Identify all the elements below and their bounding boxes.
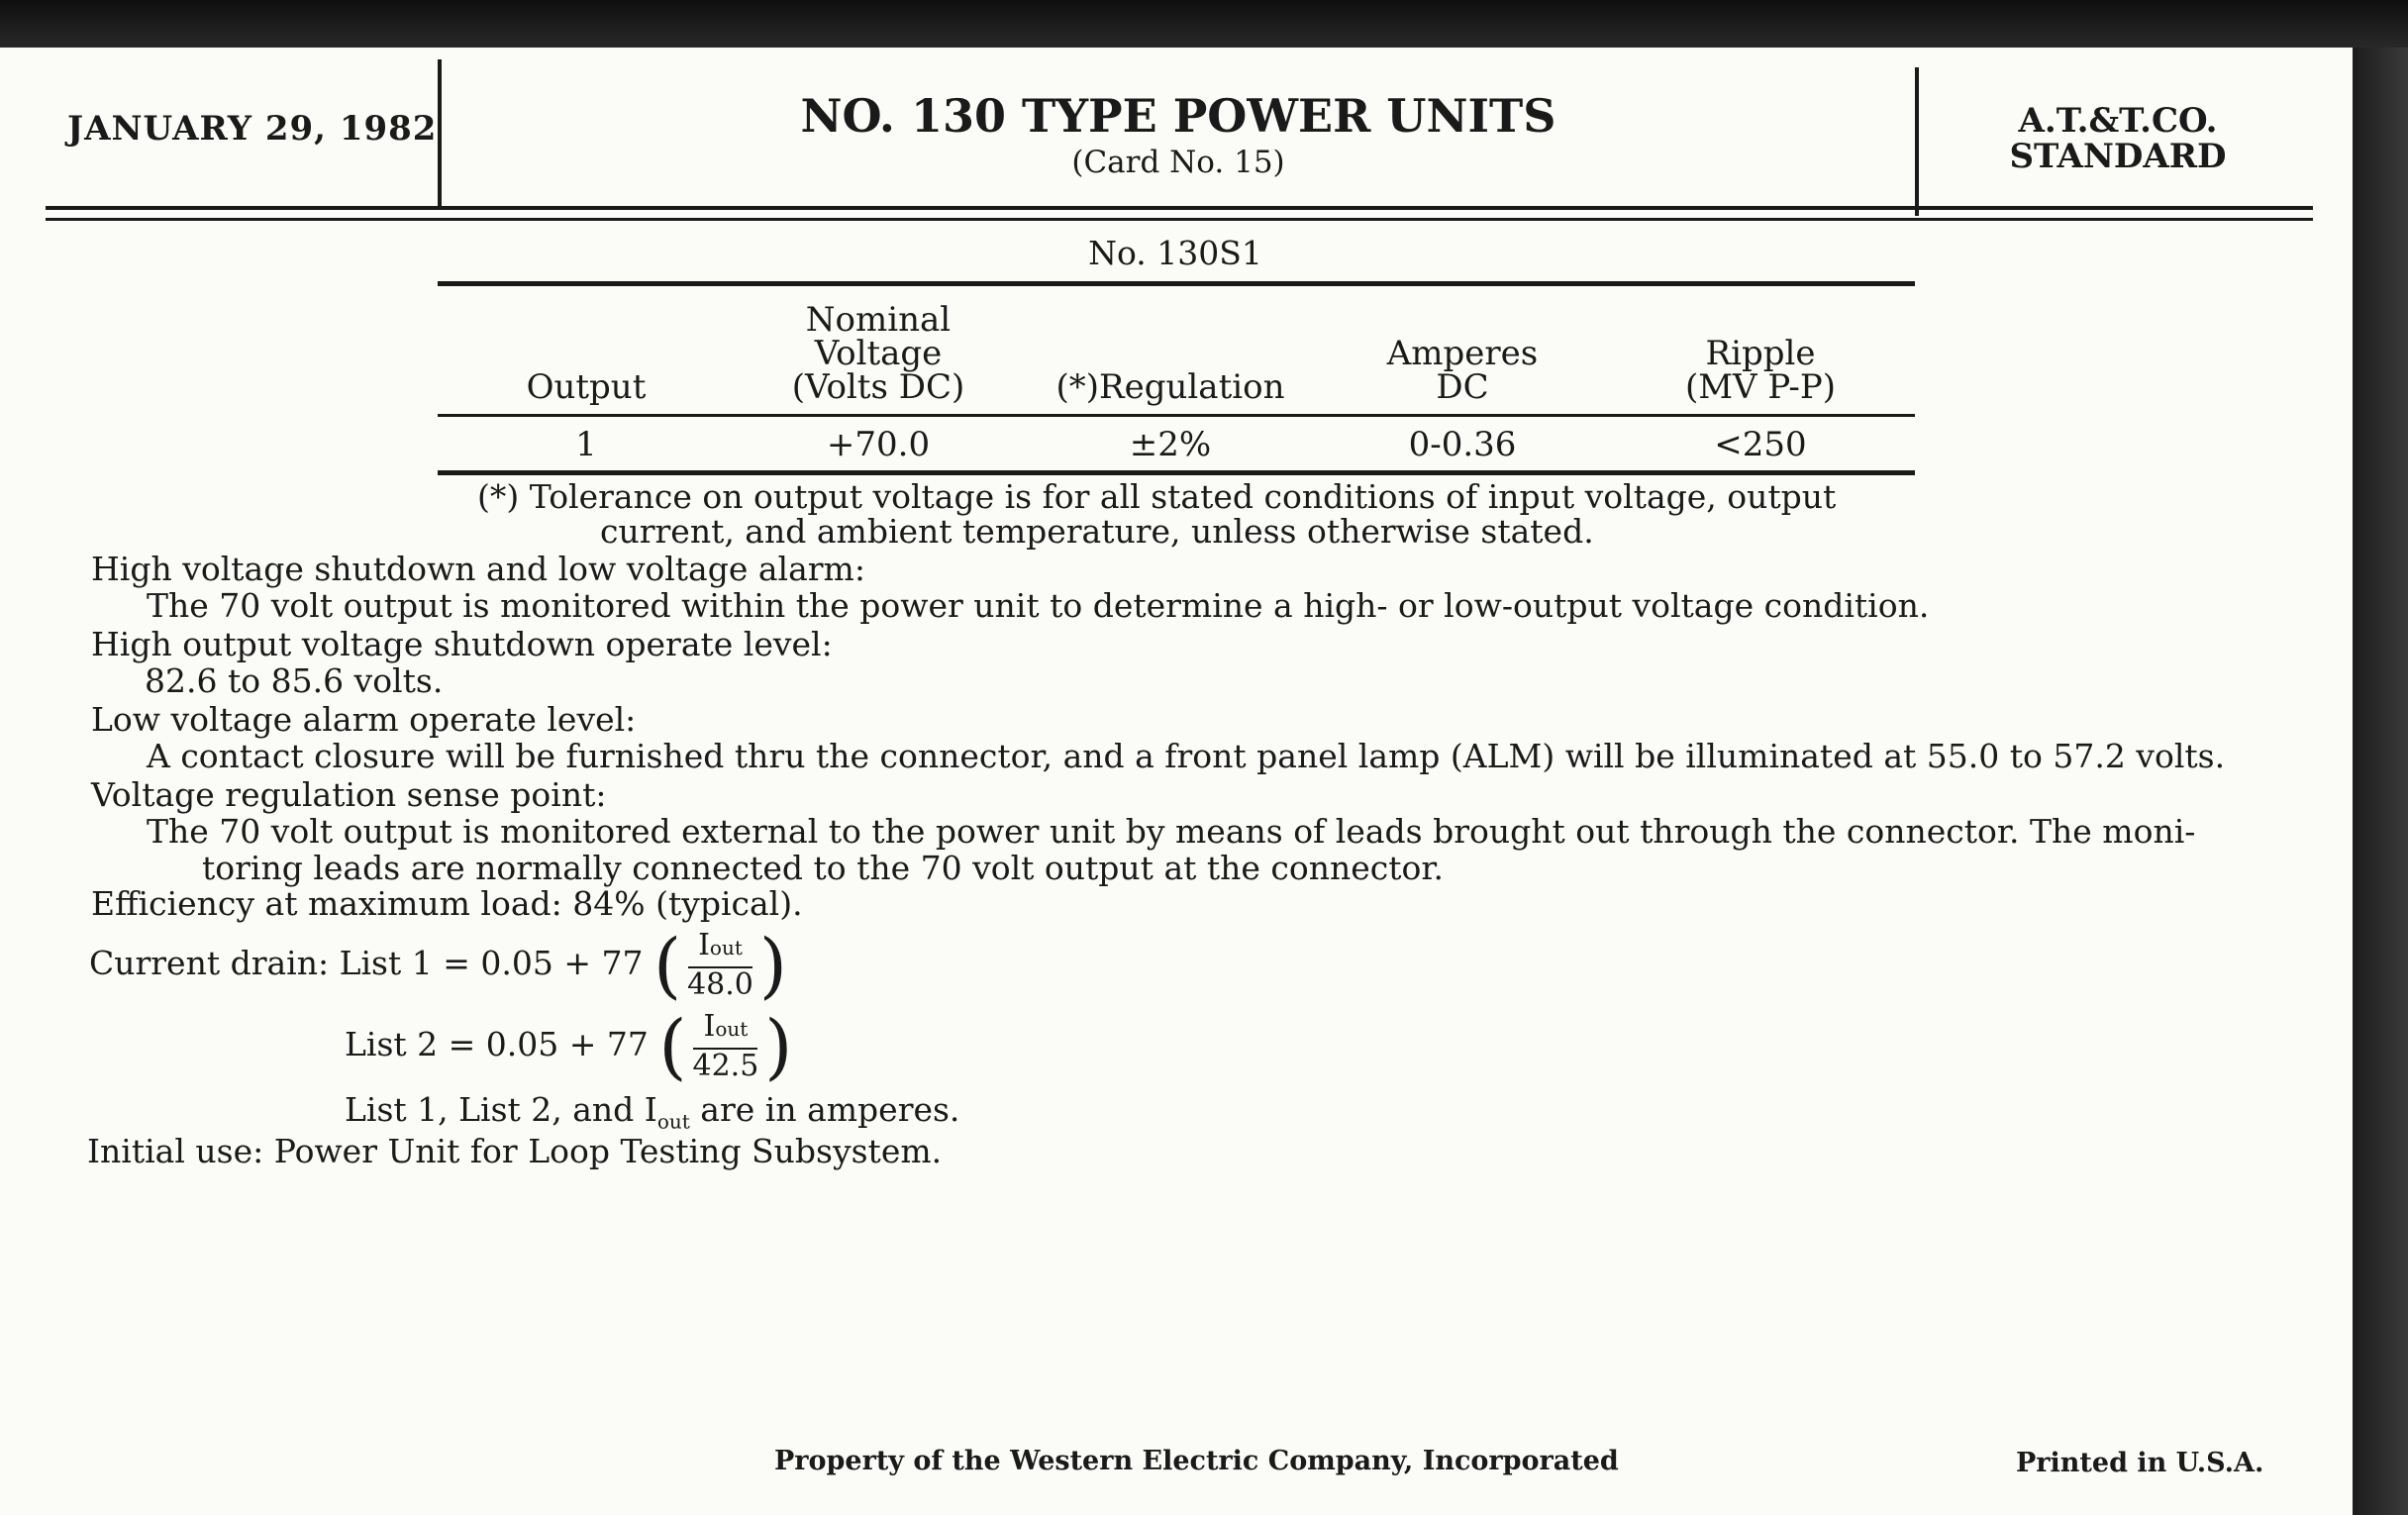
standard-line-2: STANDARD	[2009, 137, 2227, 176]
list1-expression: List 1 = 0.05 + 77	[339, 944, 644, 982]
current-drain-list2: List 2 = 0.05 + 77 ( $\frac{\text{Iout}}{42.5}$ )	[345, 1004, 793, 1088]
footnote-line-1: (*) Tolerance on output voltage is for all stated conditions of input voltage, output	[477, 477, 1837, 516]
list2-denominator: 42.5	[692, 1049, 759, 1083]
vrs-heading: Voltage regulation sense point:	[91, 775, 607, 814]
footnote-line-2: current, and ambient temperature, unless otherwise stated.	[600, 512, 1594, 551]
units-note: List 1, List 2, and $I_{out}$ are in amperes.	[345, 1090, 960, 1134]
current-drain-label: Current drain:	[89, 944, 330, 982]
lva-text: A contact closure will be furnished thru the connector, and a front panel lamp (ALM) will be illuminated at 55.0 to 57.2 volts.	[147, 737, 2226, 775]
hov-heading: High output voltage shutdown operate level:	[91, 625, 833, 663]
col-output: Output	[438, 295, 735, 416]
table-header-row	[438, 295, 1915, 416]
lva-section	[91, 701, 2225, 774]
vrs-section	[91, 776, 2195, 886]
list1-fraction: $\frac{\text{Iout}}{48.0}$	[687, 928, 753, 1002]
list2-fraction: $\frac{\text{Iout}}{42.5}$	[692, 1009, 759, 1083]
standard-line-1: A.T.&T.CO.	[2018, 101, 2218, 141]
model-number: No. 130S1	[1088, 234, 1262, 272]
cell-output: 1	[438, 416, 735, 473]
hv-text: The 70 volt output is monitored within the power unit to determine a high- or low-output voltage condition.	[147, 586, 1930, 625]
standard-mark	[1927, 103, 2309, 174]
cell-amperes: 0-0.36	[1319, 416, 1606, 473]
lva-heading: Low voltage alarm operate level:	[91, 700, 637, 739]
table-footnote	[477, 479, 1836, 549]
footer-property: Property of the Western Electric Company, Incorporated	[774, 1446, 1619, 1476]
scan-top-shadow	[0, 0, 2408, 51]
hov-text: 82.6 to 85.6 volts.	[145, 661, 444, 700]
cell-ripple: <250	[1606, 416, 1915, 473]
table-top-rule	[438, 281, 1915, 286]
header-divider-right	[1915, 67, 1919, 216]
scan-right-edge	[2353, 48, 2408, 1515]
efficiency-line: Efficiency at maximum load: 84% (typical).	[91, 884, 803, 923]
hv-heading: High voltage shutdown and low voltage alarm:	[91, 550, 865, 588]
hv-section	[91, 551, 1929, 624]
list2-expression: List 2 = 0.05 + 77	[345, 1025, 649, 1063]
col-nominal-voltage: Nominal Voltage (Volts DC)	[735, 295, 1022, 416]
card-number: (Card No. 15)	[1071, 145, 1285, 180]
table-row	[438, 416, 1915, 473]
card-date: JANUARY 29, 1982	[67, 109, 438, 149]
col-amperes: Amperes DC	[1319, 295, 1606, 416]
cell-voltage: +70.0	[735, 416, 1022, 473]
current-drain-list1: Current drain: List 1 = 0.05 + 77 ( $\frac{\text{Iout}}{48.0}$ )	[89, 923, 787, 1007]
spec-table	[438, 295, 1915, 475]
initial-use: Initial use: Power Unit for Loop Testing Subsystem.	[87, 1132, 943, 1170]
vrs-text-2: toring leads are normally connected to the 70 volt output at the connector.	[202, 849, 1445, 887]
col-regulation: (*)Regulation	[1022, 295, 1319, 416]
header-rule-lower	[46, 218, 2313, 221]
cell-regulation: ±2%	[1022, 416, 1319, 473]
list1-denominator: 48.0	[687, 967, 753, 1002]
footer-printed: Printed in U.S.A.	[2016, 1448, 2264, 1478]
header-divider-left	[438, 59, 442, 206]
hov-section	[91, 626, 833, 699]
document-title: NO. 130 TYPE POWER UNITS	[800, 89, 1556, 143]
header-rule	[46, 206, 2313, 210]
vrs-text-1: The 70 volt output is monitored external to the power unit by means of leads brought out through the connector. The moni-	[147, 812, 2196, 851]
col-ripple: Ripple (MV P-P)	[1606, 295, 1915, 416]
